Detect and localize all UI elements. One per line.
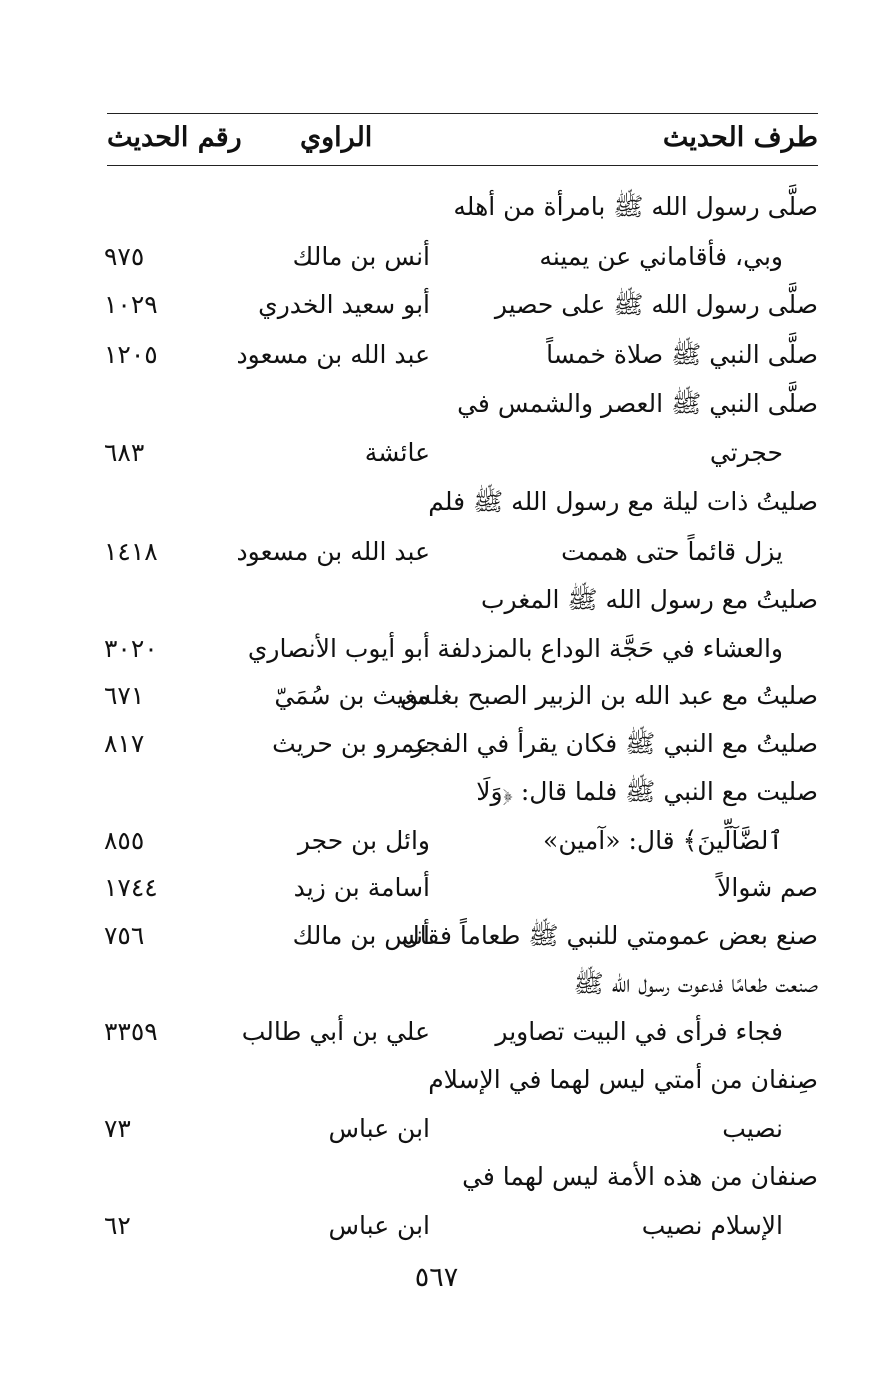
hadith-number: ٧٥٦ [104, 921, 145, 950]
hadith-text: حجرتي [709, 438, 783, 467]
hadith-text: صنفان من هذه الأمة ليس لهما في [462, 1162, 818, 1191]
narrator: أنس بن مالك [292, 921, 430, 950]
hadith-number: ٦٧١ [104, 681, 145, 710]
hadith-text: ٱلضَّآلِّينَ﴾ قال: «آمين» [543, 826, 783, 855]
hadith-number: ١٤١٨ [104, 537, 158, 566]
hadith-text: صلَّى النبي ﷺ صلاة خمساً [546, 340, 818, 369]
narrator: عمرو بن حريث [272, 729, 430, 758]
page-number: ٥٦٧ [414, 1262, 459, 1293]
hadith-text: والعشاء في حَجَّة الوداع بالمزدلفة [437, 634, 783, 663]
hadith-text: صليتُ مع النبي ﷺ فكان يقرأ في الفجر [411, 729, 818, 758]
hadith-number: ١٧٤٤ [104, 873, 158, 902]
hadith-number: ٩٧٥ [104, 242, 145, 271]
hadith-text: يزل قائماً حتى هممت [561, 537, 783, 566]
hadith-text: فجاء فرأى في البيت تصاوير [495, 1017, 783, 1046]
hadith-text: الإسلام نصيب [641, 1211, 783, 1240]
hadith-text: صليتُ ذات ليلة مع رسول الله ﷺ فلم [428, 487, 818, 516]
hadith-number: ٦٢ [104, 1211, 131, 1240]
hadith-text: نصيب [722, 1114, 783, 1143]
hadith-text: صليت مع النبي ﷺ فلما قال: ﴿وَلَا [476, 777, 818, 806]
hadith-text: صم شوالاً [717, 873, 818, 902]
hadith-text: صنع بعض عمومتي للنبي ﷺ طعاماً فقال [401, 921, 818, 950]
hadith-number: ٧٣ [104, 1114, 131, 1143]
narrator: عبد الله بن مسعود [236, 340, 430, 369]
hadith-text: صنعت طعامًا فدعوت رسول الله ﷺ [573, 969, 818, 998]
hadith-text: صليتُ مع رسول الله ﷺ المغرب [481, 585, 818, 614]
narrator: أبو سعيد الخدري [258, 290, 430, 319]
hadith-number: ٣٣٥٩ [104, 1017, 158, 1046]
hadith-number: ٨٥٥ [104, 826, 145, 855]
hadith-number: ١٢٠٥ [104, 340, 158, 369]
hadith-text: وبي، فأقاماني عن يمينه [539, 242, 783, 271]
header-narrator: الراوي [300, 122, 373, 153]
hadith-text: صليتُ مع عبد الله بن الزبير الصبح بغلس [400, 681, 818, 710]
narrator: أنس بن مالك [292, 242, 430, 271]
header-hadith-number: رقم الحديث [107, 122, 242, 153]
narrator: علي بن أبي طالب [241, 1017, 430, 1046]
narrator: ابن عباس [328, 1211, 430, 1240]
header-hadith-text: طرف الحديث [662, 122, 818, 153]
header-bottom-rule [107, 165, 818, 166]
hadith-text: صلَّى النبي ﷺ العصر والشمس في [457, 389, 818, 418]
hadith-text: صلَّى رسول الله ﷺ على حصير [494, 290, 818, 319]
header-top-rule [107, 113, 818, 114]
narrator: عبد الله بن مسعود [236, 537, 430, 566]
hadith-number: ٣٠٢٠ [104, 634, 158, 663]
hadith-number: ٨١٧ [104, 729, 145, 758]
hadith-text: صِنفان من أمتي ليس لهما في الإسلام [428, 1065, 818, 1094]
narrator: أسامة بن زيد [293, 873, 430, 902]
narrator: أبو أيوب الأنصاري [247, 634, 430, 663]
narrator: مغيث بن سُمَيّ [274, 681, 430, 710]
hadith-number: ٦٨٣ [104, 438, 145, 467]
hadith-number: ١٠٢٩ [104, 290, 158, 319]
narrator: عائشة [364, 438, 430, 467]
narrator: وائل بن حجر [297, 826, 430, 855]
narrator: ابن عباس [328, 1114, 430, 1143]
hadith-text: صلَّى رسول الله ﷺ بامرأة من أهله [453, 192, 818, 221]
